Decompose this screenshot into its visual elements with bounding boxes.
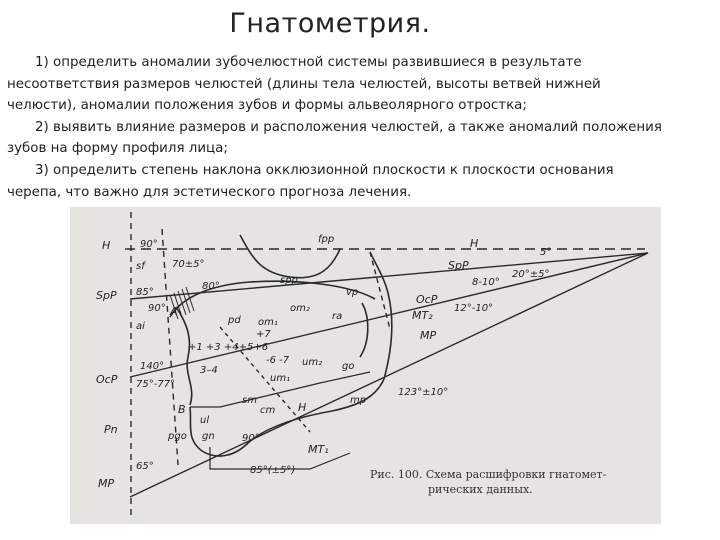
label-spp-left: SpP bbox=[96, 289, 117, 302]
label-angle-80: 80° bbox=[202, 281, 220, 292]
label-spp-right: SpP bbox=[448, 259, 469, 272]
figure-caption-line1: Рис. 100. Схема расшифровки гнатомет- bbox=[370, 468, 607, 481]
label-angle-90-top: 90° bbox=[140, 239, 158, 250]
gnathometry-diagram bbox=[70, 207, 661, 524]
label-angle-90-a: 90° bbox=[148, 303, 166, 314]
label-ocp-left: OcP bbox=[96, 373, 118, 386]
label-a: A bbox=[170, 305, 178, 318]
label-angle-8-10: 8-10° bbox=[472, 277, 500, 288]
paragraph-2: 2) выявить влияние размеров и расположения челюстей, а также аномалий положения зубов на форму профиля лица; bbox=[7, 119, 662, 157]
label-mt1: MT₁ bbox=[308, 443, 329, 456]
label-h-mid: H bbox=[298, 401, 307, 414]
label-mt2: MT₂ bbox=[412, 309, 433, 322]
label-mp-right: MP bbox=[420, 329, 437, 342]
paragraph-1: 1) определить аномалии зубочелюстной системы развившиеся в результате несоответствия размеров челюстей (длины тела челюстей, высоты ветвей нижней челюсти), аномалии положения зубов и формы альвеолярного отростка; bbox=[7, 55, 601, 114]
label-go: go bbox=[342, 361, 355, 372]
label-vp: vp bbox=[346, 287, 359, 298]
label-om2: om₂ bbox=[290, 303, 310, 314]
label-gn: gn bbox=[202, 431, 215, 442]
label-pn: Pn bbox=[104, 423, 118, 436]
label-pd: pd bbox=[228, 315, 241, 326]
label-angle-85-bottom: 85°(±5°) bbox=[250, 465, 296, 476]
label-sf: sf bbox=[136, 261, 145, 272]
label-angle-123: 123°±10° bbox=[398, 387, 449, 398]
label-spp: spp bbox=[280, 275, 298, 286]
label-teeth-upper: +1 +3 +4+5+6 bbox=[188, 342, 269, 353]
label-plus7: +7 bbox=[256, 329, 271, 340]
label-sm: sm bbox=[242, 395, 257, 406]
page-title: Гнатометрия. bbox=[229, 8, 431, 39]
label-angle-12-10: 12°-10° bbox=[454, 303, 494, 314]
label-angle-75: 75°-77° bbox=[136, 379, 176, 390]
label-angle-85: 85° bbox=[136, 287, 154, 298]
label-om1: om₁ bbox=[258, 317, 278, 328]
label-h-left: H bbox=[102, 239, 111, 252]
label-pgo: pgo bbox=[168, 431, 187, 442]
label-angle-140: 140° bbox=[140, 361, 165, 372]
label-angle-90-gn: 90° bbox=[242, 433, 260, 444]
label-h-right: H bbox=[470, 237, 479, 250]
label-ocp-right: OcP bbox=[416, 293, 438, 306]
label-um2: um₂ bbox=[302, 357, 323, 368]
label-b: B bbox=[178, 403, 186, 416]
label-angle-20: 20°±5° bbox=[512, 269, 550, 280]
label-ai: ai bbox=[136, 321, 145, 332]
label-mp: mp bbox=[350, 395, 367, 406]
label-teeth-lower: -6 -7 bbox=[266, 355, 290, 366]
label-angle-70: 70±5° bbox=[172, 259, 205, 270]
figure-caption-line2: рических данных. bbox=[428, 483, 533, 496]
label-um1: um₁ bbox=[270, 373, 291, 384]
label-mp-left: MP bbox=[98, 477, 115, 490]
label-ul: ul bbox=[200, 415, 210, 426]
paragraph-3: 3) определить степень наклона окклюзионной плоскости к плоскости основания черепа, что важно для эстетического прогноза лечения. bbox=[7, 162, 614, 200]
label-teeth-34: 3–4 bbox=[200, 365, 218, 376]
gnathometry-figure bbox=[70, 207, 661, 524]
label-angle-65: 65° bbox=[136, 461, 154, 472]
label-cm: cm bbox=[260, 405, 276, 416]
label-angle-5: 5° bbox=[540, 247, 552, 258]
label-ra: ra bbox=[332, 311, 343, 322]
body-text bbox=[7, 52, 667, 203]
label-fpp: fpp bbox=[318, 234, 335, 245]
